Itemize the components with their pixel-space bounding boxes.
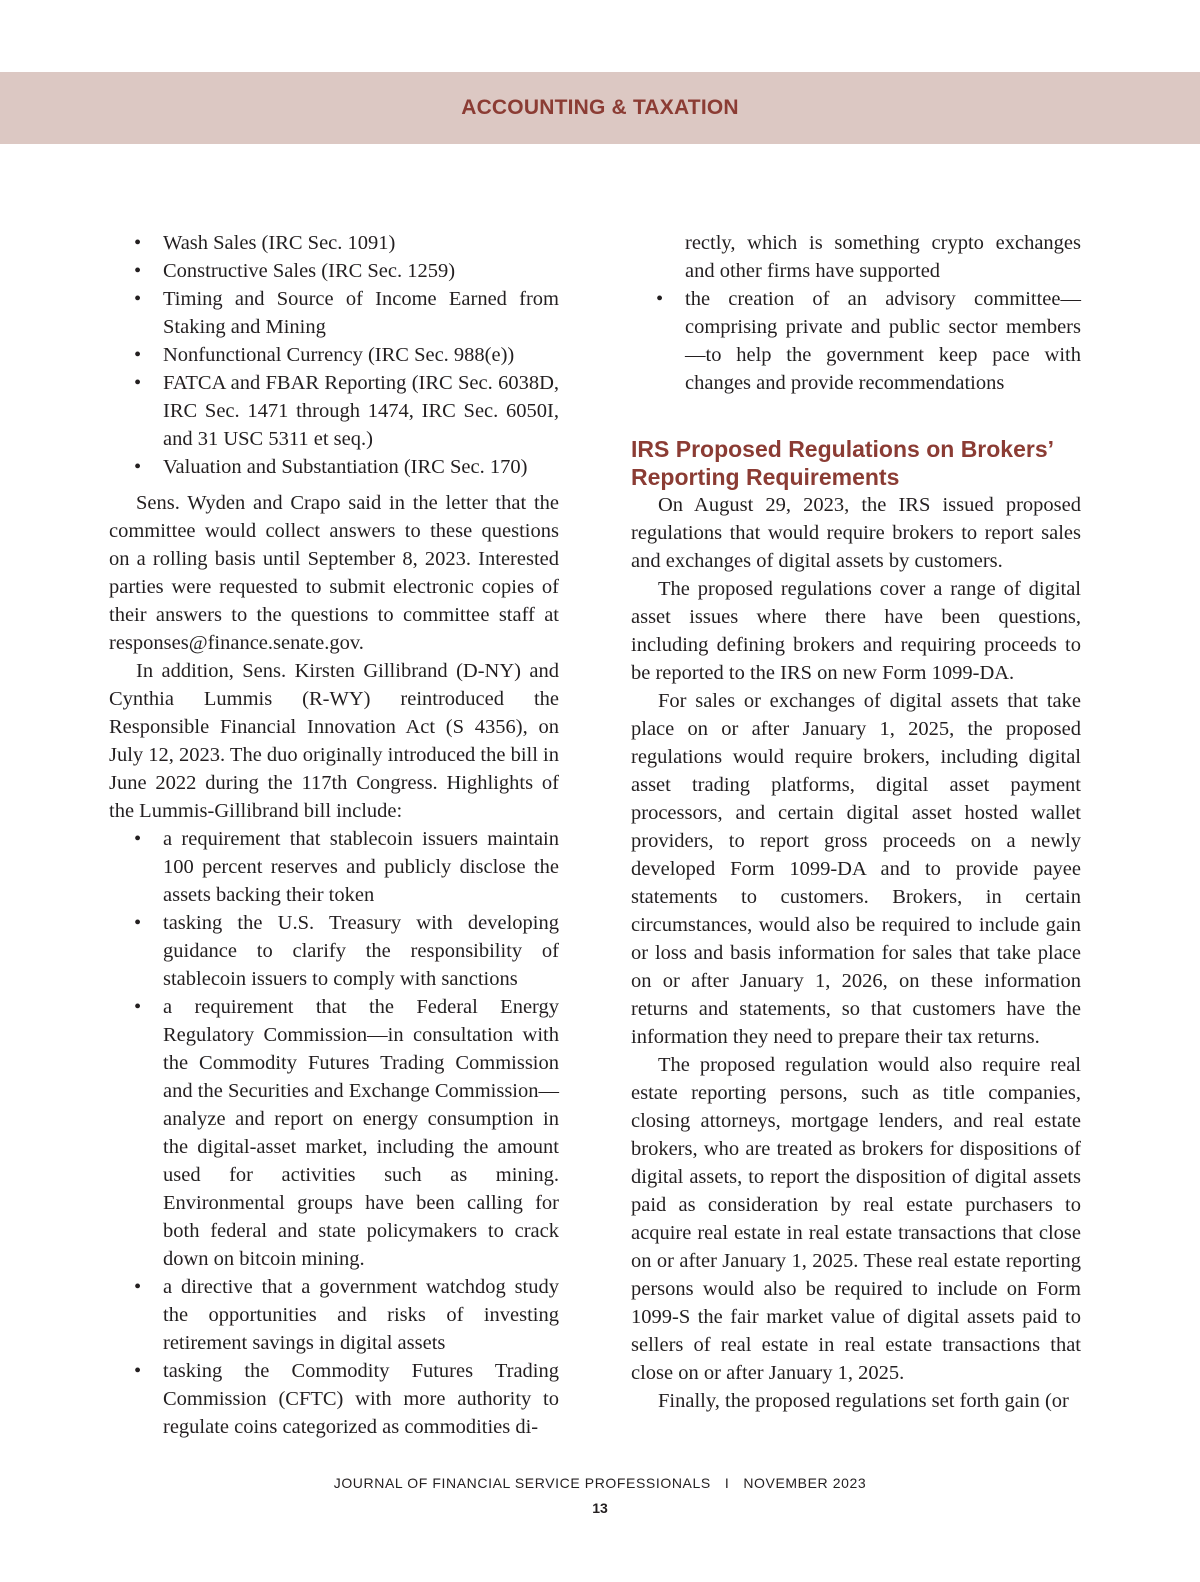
body-paragraph: Sens. Wyden and Crapo said in the letter that the committee would collect answers to these questions on a rolling basis until September 8, 2023. Interested parties were requested to submit electronic copies of their answers to the questions to committee staff at responses@finance.senate.gov.	[109, 492, 559, 654]
list-item: • Wash Sales (IRC Sec. 1091)	[109, 229, 559, 257]
body-paragraph: For sales or exchanges of digital assets that take place on or after January 1, 2025, the proposed regulations would require brokers, including digital asset trading platforms, digital asset payment processors, and certain digital asset hosted wallet providers, to report gross proceeds on a newly developed Form 1099-DA and to provide payee statements to customers. Brokers, in certain circumstances, would also be required to include gain or loss and basis information for sales that take place on or after January 1, 2026, on these information returns and statements, so that customers have the information they need to prepare their tax returns.	[631, 690, 1081, 1048]
right-column	[631, 229, 1081, 1415]
continued-list-item: rectly, which is something crypto exchanges and other firms have supported	[685, 232, 1081, 282]
page-number: 13	[592, 1500, 608, 1516]
section-heading: IRS Proposed Regulations on Brokers’ Reporting Requirements	[631, 436, 1053, 490]
list-item: • tasking the Commodity Futures Trading Commission (CFTC) with more authority to regulate coins categorized as commodities di-	[109, 1357, 559, 1441]
list-item: • a directive that a government watchdog study the opportunities and risks of investing retirement savings in digital assets	[109, 1273, 559, 1357]
footer-separator: I	[724, 1475, 730, 1491]
body-paragraph: Finally, the proposed regulations set forth gain (or	[658, 1390, 1069, 1412]
body-paragraph: On August 29, 2023, the IRS issued proposed regulations that would require brokers to report sales and exchanges of digital assets by customers.	[631, 494, 1081, 572]
list-item: • FATCA and FBAR Reporting (IRC Sec. 6038D, IRC Sec. 1471 through 1474, IRC Sec. 6050I, and 31 USC 5311 et seq.)	[109, 369, 559, 453]
issue-date: NOVEMBER 2023	[743, 1475, 867, 1491]
irc-topics-list	[109, 229, 559, 481]
list-item: • tasking the U.S. Treasury with developing guidance to clarify the responsibility of stablecoin issuers to comply with sanctions	[109, 909, 559, 993]
list-item: • Timing and Source of Income Earned from Staking and Mining	[109, 285, 559, 341]
list-item: • Valuation and Substantiation (IRC Sec. 170)	[109, 453, 559, 481]
body-paragraph: The proposed regulations cover a range of digital asset issues where there have been questions, including defining brokers and requiring proceeds to be reported to the IRS on new Form 1099-DA.	[631, 578, 1081, 684]
section-title: ACCOUNTING & TAXATION	[461, 96, 739, 119]
list-item: • a requirement that stablecoin issuers maintain 100 percent reserves and publicly disclose the assets backing their token	[109, 825, 559, 909]
list-item: • Nonfunctional Currency (IRC Sec. 988(e))	[109, 341, 559, 369]
body-paragraph: In addition, Sens. Kirsten Gillibrand (D-NY) and Cynthia Lummis (R-WY) reintroduced the Responsible Financial Innovation Act (S 4356), on July 12, 2023. The duo originally introduced the bill in June 2022 during the 117th Congress. Highlights of the Lummis-Gillibrand bill include:	[109, 660, 559, 822]
journal-name: JOURNAL OF FINANCIAL SERVICE PROFESSIONALS	[333, 1475, 711, 1491]
bill-highlights-list	[109, 825, 559, 1441]
footer-journal-line	[0, 1475, 1200, 1491]
list-item: • a requirement that the Federal Energy Regulatory Commission—in consultation with the Commodity Futures Trading Commission and the Securities and Exchange Commission—analyze and report on energy consumption in the digital-asset market, including the amount used for activities such as mining. Environmental groups have been calling for both federal and state policymakers to crack down on bitcoin mining.	[109, 993, 559, 1273]
left-column	[109, 229, 559, 1441]
list-item: • the creation of an advisory committee—comprising private and public sector members—to help the government keep pace with changes and provide recommendations	[631, 285, 1081, 397]
bill-highlights-list-continued	[631, 285, 1081, 397]
list-item: • Constructive Sales (IRC Sec. 1259)	[109, 257, 559, 285]
body-paragraph: The proposed regulation would also require real estate reporting persons, such as title companies, closing attorneys, mortgage lenders, and real estate brokers, who are treated as brokers for dispositions of digital assets, to report the disposition of digital assets paid as consideration by real estate purchasers to acquire real estate in real estate transactions that close on or after January 1, 2025. These real estate reporting persons would also be required to include on Form 1099-S the fair market value of digital assets paid to sellers of real estate in real estate transactions that close on or after January 1, 2025.	[631, 1054, 1081, 1384]
